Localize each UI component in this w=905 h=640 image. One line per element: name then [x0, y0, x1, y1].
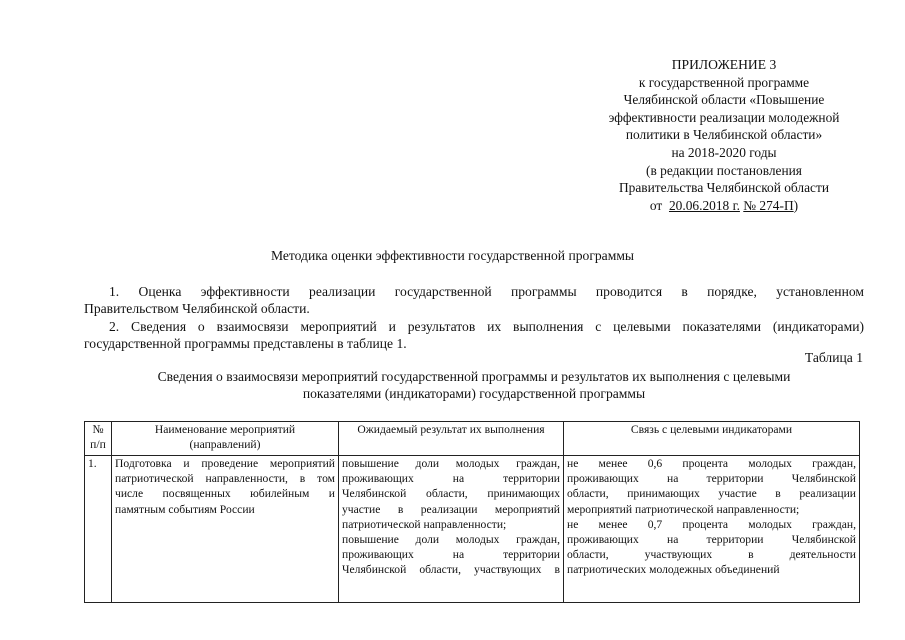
cell-line: памятным событиям России: [115, 502, 255, 516]
cell-line: Челябинской области, участвующих в: [342, 563, 560, 577]
appendix-line: (в редакции постановления: [646, 162, 802, 178]
cell-line: патриотической направленности;: [342, 517, 507, 531]
cell-number: 1.: [85, 456, 112, 603]
appendix-line: политики в Челябинской области»: [625, 127, 823, 143]
appendix-header: [560, 56, 888, 214]
header-expected-result: Ожидаемый результат их выполнения: [339, 422, 564, 456]
header-number: [85, 422, 112, 456]
decree-number: № 274-П: [743, 197, 794, 213]
cell-indicator-link: [564, 456, 860, 603]
paragraph-2-rest: государственной программы представлены в таблице 1.: [84, 336, 407, 352]
decree-close: ): [793, 197, 799, 213]
cell-line: проживающих на территории: [342, 472, 560, 486]
cell-line: повышение доли молодых граждан,: [342, 533, 560, 547]
appendix-title: ПРИЛОЖЕНИЕ 3: [671, 57, 777, 72]
cell-line: проживающих на территории: [342, 548, 560, 562]
cell-line: области, участвующих в деятельности: [567, 548, 856, 562]
header-name-line: (направлений): [189, 438, 261, 452]
header-name-line: Наименование мероприятий: [154, 423, 296, 436]
cell-line: не менее 0,6 процента молодых граждан,: [567, 457, 856, 470]
cell-line: Подготовка и проведение мероприятий: [115, 457, 335, 470]
appendix-decree-line: [560, 197, 888, 215]
cell-line: участие в реализации мероприятий: [342, 502, 560, 516]
table-caption: [84, 368, 864, 403]
table-caption-line: показателями (индикаторами) государственной программы: [302, 386, 646, 402]
table-header-row: [85, 422, 860, 456]
paragraph-1: [84, 283, 864, 318]
cell-activity-name: [112, 456, 339, 603]
cell-line: Челябинской области, принимающих: [342, 487, 560, 501]
header-indicator-link: Связь с целевыми индикаторами: [564, 422, 860, 456]
cell-line: проживающих на территории Челябинской: [567, 472, 856, 486]
cell-line: проживающих на территории Челябинской: [567, 533, 856, 547]
cell-line: области, принимающих участие в реализации: [567, 487, 856, 501]
appendix-line: к государственной программе: [638, 74, 810, 90]
paragraph-1-rest: Правительством Челябинской области.: [84, 301, 310, 317]
appendix-line: Челябинской области «Повышение: [623, 92, 825, 108]
decree-date: 20.06.2018 г.: [668, 197, 740, 213]
table-caption-line: Сведения о взаимосвязи мероприятий государственной программы и результатов их выполнения с целевыми: [157, 369, 791, 384]
appendix-line: эффективности реализации молодежной: [608, 109, 840, 125]
cell-line: повышение доли молодых граждан,: [342, 457, 560, 470]
indicators-table: [84, 421, 860, 603]
paragraph-2: [84, 318, 864, 353]
appendix-line: Правительства Челябинской области: [619, 180, 829, 196]
table-label: Таблица 1: [804, 350, 863, 365]
cell-line: патриотических молодежных объединений: [567, 563, 780, 577]
cell-line: мероприятий патриотической направленности;: [567, 502, 800, 516]
appendix-line: на 2018-2020 годы: [671, 144, 777, 160]
header-activity-name: [112, 422, 339, 456]
paragraph-1-first-line: 1. Оценка эффективности реализации государственной программы проводится в порядке, установленном: [109, 284, 864, 299]
decree-date-prefix: от: [649, 197, 663, 213]
header-number-line: №: [92, 423, 104, 436]
paragraph-2-first-line: 2. Сведения о взаимосвязи мероприятий и результатов их выполнения с целевыми показателями (индикаторами): [109, 319, 864, 334]
cell-line: патриотической направленности, в том: [115, 472, 335, 486]
cell-expected-result: [339, 456, 564, 603]
methodology-title: Методика оценки эффективности государственной программы: [270, 248, 635, 263]
cell-line: числе посвященных юбилейным и: [115, 487, 335, 501]
header-number-line: п/п: [90, 438, 106, 452]
cell-line: не менее 0,7 процента молодых граждан,: [567, 517, 856, 531]
table-row: [85, 456, 860, 603]
